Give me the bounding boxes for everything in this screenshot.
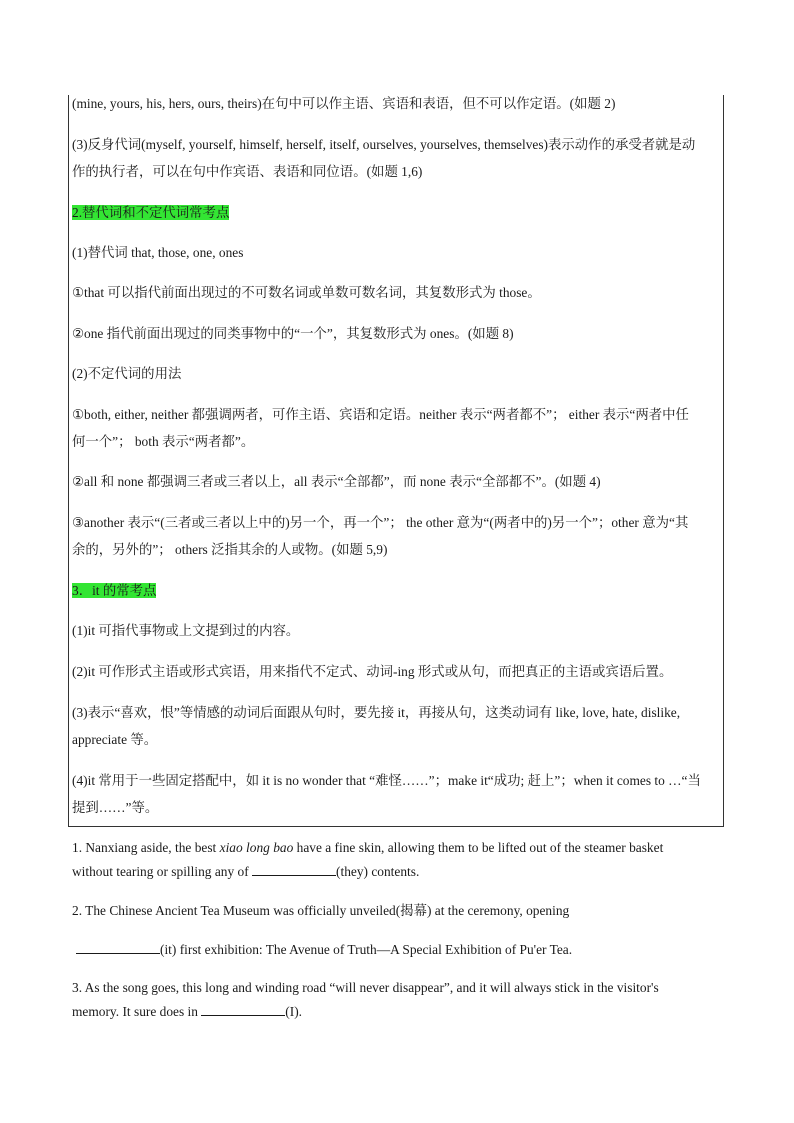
section-heading-3	[72, 577, 722, 605]
box-line-8: (2)不定代词的用法	[72, 366, 182, 381]
box-line-9: ①both, either, neither 都强调两者，可作主语、宾语和定语。neither 表示“两者都不”； either 表示“两者中任	[72, 407, 689, 422]
answer-blank-2[interactable]	[76, 941, 160, 954]
box-line-6: ①that 可以指代前面出现过的不可数名词或单数可数名词，其复数形式为 those。	[72, 285, 541, 300]
question-2-line-2: (it) first exhibition: The Avenue of Truth—A Special Exhibition of Pu'er Tea.	[76, 938, 726, 962]
box-line-5: (1)替代词 that, those, one, ones	[72, 245, 244, 260]
box-line-16: (2)it 可作形式主语或形式宾语，用来指代不定式、动词-ing 形式或从句，而把真正的主语或宾语后置。	[72, 664, 673, 679]
italic-term: xiao long bao	[219, 840, 294, 855]
question-2-line-1: 2. The Chinese Ancient Tea Museum was officially unveiled(揭幕) at the ceremony, opening	[72, 903, 570, 918]
answer-blank-1[interactable]	[252, 863, 336, 876]
answer-blank-3[interactable]	[201, 1003, 285, 1016]
box-line-1: (mine, yours, his, hers, ours, theirs)在句中可以作主语、宾语和表语，但不可以作定语。(如题 2)	[72, 96, 616, 111]
box-line-19: (4)it 常用于一些固定搭配中，如 it is no wonder that “难怪……”；make it“成功; 赶上”；when it comes to …“当	[72, 773, 701, 788]
box-line-2: (3)反身代词(myself, yourself, himself, herself, itself, ourselves, yourselves, themselves)表示动作的承受者就是动	[72, 137, 696, 152]
box-line-17: (3)表示“喜欢，恨”等情感的动词后面跟从句时，要先接 it，再接从句，这类动词有 like, love, hate, dislike,	[72, 705, 681, 720]
question-3-line-2: memory. It sure does in (I).	[72, 1004, 303, 1019]
box-line-7: ②one 指代前面出现过的同类事物中的“一个”，其复数形式为 ones。(如题 8)	[72, 326, 514, 341]
heading-highlight: 3．it 的常考点	[72, 583, 157, 598]
box-line-12: ③another 表示“(三者或三者以上中的)另一个，再一个”； the other 意为“(两者中的)另一个”；other 意为“其	[72, 515, 689, 530]
question-1-line-2: without tearing or spilling any of (they) contents.	[72, 864, 420, 879]
question-1-line-1: 1. Nanxiang aside, the best xiao long bao have a fine skin, allowing them to be lifted out of the steamer basket	[72, 840, 664, 855]
box-line-10: 何一个”； both 表示“两者都”。	[72, 434, 255, 449]
box-line-20: 提到……”等。	[72, 800, 159, 815]
box-line-18: appreciate 等。	[72, 732, 158, 747]
question-3-line-1: 3. As the song goes, this long and winding road “will never disappear”, and it will always stick in the visitor's	[72, 980, 659, 995]
box-line-11: ②all 和 none 都强调三者或三者以上，all 表示“全部都”，而 none 表示“全部都不”。(如题 4)	[72, 474, 601, 489]
box-line-13: 余的，另外的”； others 泛指其余的人或物。(如题 5,9)	[72, 542, 388, 557]
heading-highlight: 2.替代词和不定代词常考点	[72, 205, 230, 220]
box-line-15: (1)it 可指代事物或上文提到过的内容。	[72, 623, 300, 638]
section-heading-2	[72, 199, 722, 227]
box-line-3: 作的执行者，可以在句中作宾语、表语和同位语。(如题 1,6)	[72, 164, 423, 179]
